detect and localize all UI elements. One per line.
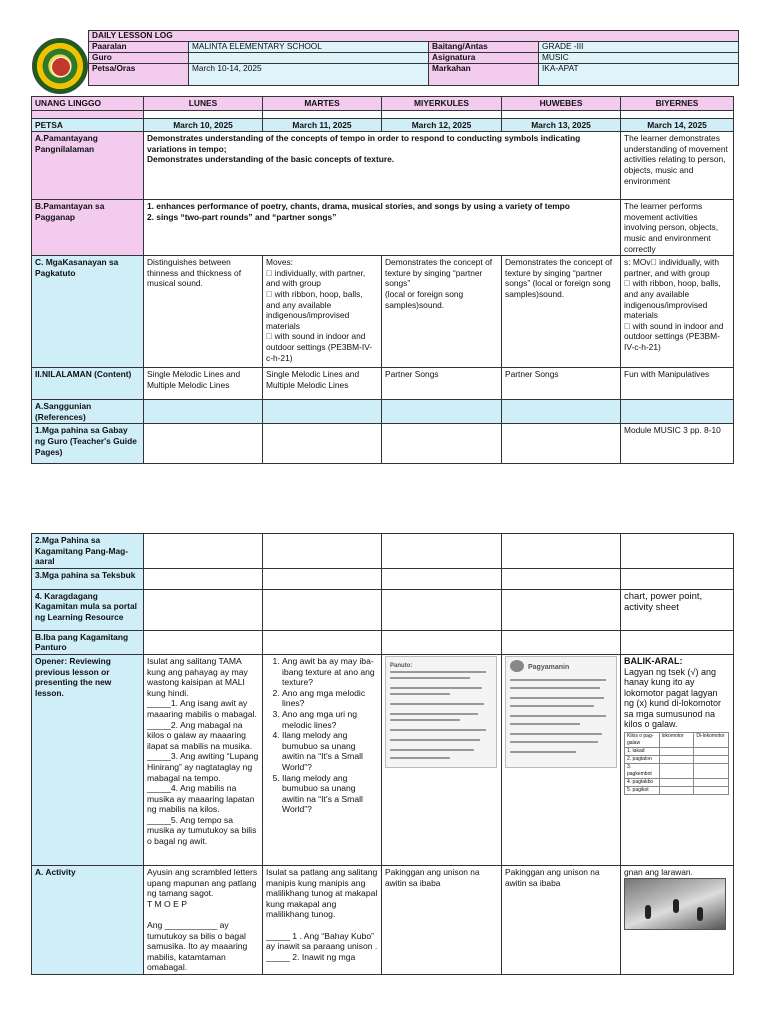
textbook-label: 3.Mga pahina sa Teksbuk <box>32 568 144 589</box>
subject-value: MUSIC <box>539 53 739 64</box>
content-wed: Partner Songs <box>382 368 502 400</box>
opener-wed <box>382 654 502 865</box>
day-wed: MIYERKULES <box>382 97 502 111</box>
activity-tue: Isulat sa patlang ang salitang manipis kung manipis ang malilikhang tunog at makapal kung makapal ang malilikhang tunog. _____ 1 . Ang “Bahay Kubo” ay inawit sa paraang unison . _____ 2. Inawit ng mga <box>263 865 382 974</box>
mini-header-1: Kilos o pag-galaw <box>625 732 660 747</box>
question-3: 3. Ano ang mga uri ng melodic lines? <box>282 709 378 730</box>
performance-standard-fri: The learner performs movement activities involving person, objects, music and environment correctly <box>621 200 734 256</box>
teachers-guide-fri: Module MUSIC 3 pp. 8-10 <box>621 424 734 464</box>
date-mon: March 10, 2025 <box>144 118 263 132</box>
teachers-guide-label: 1.Mga pahina sa Gabay ng Guro (Teacher's Guide Pages) <box>32 424 144 464</box>
subject-label: Asignatura <box>429 53 539 64</box>
activity-label: A. Activity <box>32 865 144 974</box>
mini-header-2: lokomotor <box>659 732 694 747</box>
mini-row: 2. pagtalon <box>625 755 660 763</box>
opener-tue <box>263 654 382 865</box>
opener-label: Opener: Reviewing previous lesson or presenting the new lesson. <box>32 654 144 865</box>
additional-materials-label: 4. Karagdagang Kagamitan mula sa portal ng Learning Resource <box>32 589 144 630</box>
teacher-value <box>189 53 429 64</box>
competencies-fri: s: MOv individually, with partner, and with group with ribbon, hoop, balls, and any available indigenous/improvised materials with sound in indoor and outdoor settings (PE3BM-IV-c-h-21) <box>621 256 734 368</box>
gym-photo <box>624 878 726 930</box>
content-thu: Partner Songs <box>502 368 621 400</box>
lesson-table-1 <box>31 96 734 464</box>
content-label: II.NILALAMAN (Content) <box>32 368 144 400</box>
competencies-mon: Distinguishes between thinness and thickness of musical sound. <box>144 256 263 368</box>
performance-standard-label: B.Pamantayan sa Pagganap <box>32 200 144 256</box>
question-2: 2. Ano ang mga melodic lines? <box>282 688 378 709</box>
teacher-label: Guro <box>89 53 189 64</box>
activity-wed: Pakinggan ang unison na awitin sa ibaba <box>382 865 502 974</box>
content-standard-label: A.Pamantayang Pangnilalaman <box>32 132 144 200</box>
activity-mon: Ayusin ang scrambled letters upang mapunan ang patlang ng tamang sagot. T M O E P Ang ___________ ay tumutukoy sa bilis o bagal samusika. Ito ay maaaring mabilis, katamtaman omabagal. <box>144 865 263 974</box>
content-standard-text <box>144 132 621 200</box>
performance-standard-text <box>144 200 621 256</box>
grade-value: GRADE -III <box>539 42 739 53</box>
worksheet-heading: Panuto: <box>390 662 413 669</box>
date-wed: March 12, 2025 <box>382 118 502 132</box>
additional-materials-fri: chart, power point, activity sheet <box>621 589 734 630</box>
pagyamanin-heading: Pagyamanin <box>528 663 570 671</box>
day-tue: MARTES <box>263 97 382 111</box>
activity-fri <box>621 865 734 974</box>
date-value: March 10-14, 2025 <box>189 64 429 86</box>
school-value: MALINTA ELEMENTARY SCHOOL <box>189 42 429 53</box>
day-mon: LUNES <box>144 97 263 111</box>
date-fri: March 14, 2025 <box>621 118 734 132</box>
quarter-label: Markahan <box>429 64 539 86</box>
worksheet-image <box>385 656 497 768</box>
grade-label: Baitang/Antas <box>429 42 539 53</box>
pagyamanin-image <box>505 656 617 768</box>
opener-mon: Isulat ang salitang TAMA kung ang pahayag ay may wastong kaisipan at MALI kung hindi. _____1. Ang isang awit ay maaaring mabilis o mabagal. _____2. Ang mabagal na kilos o galaw ay maaaring ilapat sa mabilis na musika. _____3. Ang awiting “Lupang Hinirang” ay nagtataglay ng mabagal na tempo. _____4. Ang mabilis na musika ay maaaring lapatan ng mabilis na kilos. _____5. Ang tempo sa musika ay tumutukoy sa bilis o bagal ng awit. <box>144 654 263 865</box>
content-mon: Single Melodic Lines and Multiple Melodic Lines <box>144 368 263 400</box>
mini-row: 4. pagtakbo <box>625 778 660 786</box>
day-fri: BIYERNES <box>621 97 734 111</box>
lesson-table-2 <box>31 533 734 975</box>
opener-tue-list <box>266 656 378 815</box>
opener-thu <box>502 654 621 865</box>
competencies-tue: Moves: individually, with partner, and with group with ribbon, hoop, balls, and any available indigenous/improvised materials with sound in indoor and outdoor settings (PE3BM-IV-c-h-21) <box>263 256 382 368</box>
locomotor-table <box>624 732 729 795</box>
date-tue: March 11, 2025 <box>263 118 382 132</box>
performance-standard-2: 2. sings “two-part rounds” and “partner songs” <box>147 211 337 222</box>
date-label: Petsa/Oras <box>89 64 189 86</box>
question-1: 1. Ang awit ba ay may iba-ibang texture at ano ang texture? <box>282 656 378 688</box>
school-logo <box>32 38 88 94</box>
question-4: 4. Ilang melody ang bumubuo sa unang awitin na “It's a Small World”? <box>282 730 378 772</box>
mini-row: 5. pagikot <box>625 786 660 794</box>
content-standard-fri: The learner demonstrates understanding of movement activities relating to person, objects, music and environment <box>621 132 734 200</box>
competencies-thu: Demonstrates the concept of texture by singing “partner songs” (local or foreign song samples)sound. <box>502 256 621 368</box>
references-label: A.Sanggunian (References) <box>32 400 144 424</box>
day-thu: HUWEBES <box>502 97 621 111</box>
competencies-label: C. MgaKasanayan sa Pagkatuto <box>32 256 144 368</box>
petsa-label: PETSA <box>32 118 144 132</box>
seal-icon <box>51 57 71 77</box>
mini-header-3: Di-lokomotor <box>694 732 729 747</box>
question-5: 5. Ilang melody ang bumubuo sa unang awitin na “It's a Small World”? <box>282 773 378 815</box>
activity-fri-text: gnan ang larawan. <box>624 866 693 877</box>
content-tue: Single Melodic Lines and Multiple Melodic Lines <box>263 368 382 400</box>
other-resources-label: B.Iba pang Kagamitang Panturo <box>32 630 144 654</box>
page-title: DAILY LESSON LOG <box>89 31 739 42</box>
content-standard-1: Demonstrates understanding of the concepts of tempo in order to respond to conducting symbols indicating variations in tempo; <box>147 133 581 154</box>
competencies-wed: Demonstrates the concept of texture by singing “partner songs” (local or foreign song samples)sound. <box>382 256 502 368</box>
learner-materials-label: 2.Mga Pahina sa Kagamitang Pang-Mag-aaral <box>32 534 144 569</box>
school-label: Paaralan <box>89 42 189 53</box>
balik-aral-text: Lagyan ng tsek (√) ang hanay kung ito ay lokomotor pagat lagyan ng (x) kund di-lokomotor sa mga sumusunod na kilos o galaw. <box>624 666 722 730</box>
performance-standard-1: 1. enhances performance of poetry, chants, drama, musical stories, and songs by using a variety of tempo <box>147 201 570 212</box>
content-fri: Fun with Manipulatives <box>621 368 734 400</box>
quarter-value: IKA-APAT <box>539 64 739 86</box>
activity-thu: Pakinggan ang unison na awitin sa ibaba <box>502 865 621 974</box>
pagyamanin-icon <box>510 660 524 672</box>
header-table <box>88 30 739 86</box>
content-standard-2: Demonstrates understanding of the basic concepts of texture. <box>147 154 395 165</box>
balik-aral-heading: BALIK-ARAL: <box>624 655 683 666</box>
mini-row: 1. lakad <box>625 747 660 755</box>
date-thu: March 13, 2025 <box>502 118 621 132</box>
mini-row: 3. pagkembot <box>625 763 660 778</box>
week-label: UNANG LINGGO <box>32 97 144 111</box>
opener-fri <box>621 654 734 865</box>
